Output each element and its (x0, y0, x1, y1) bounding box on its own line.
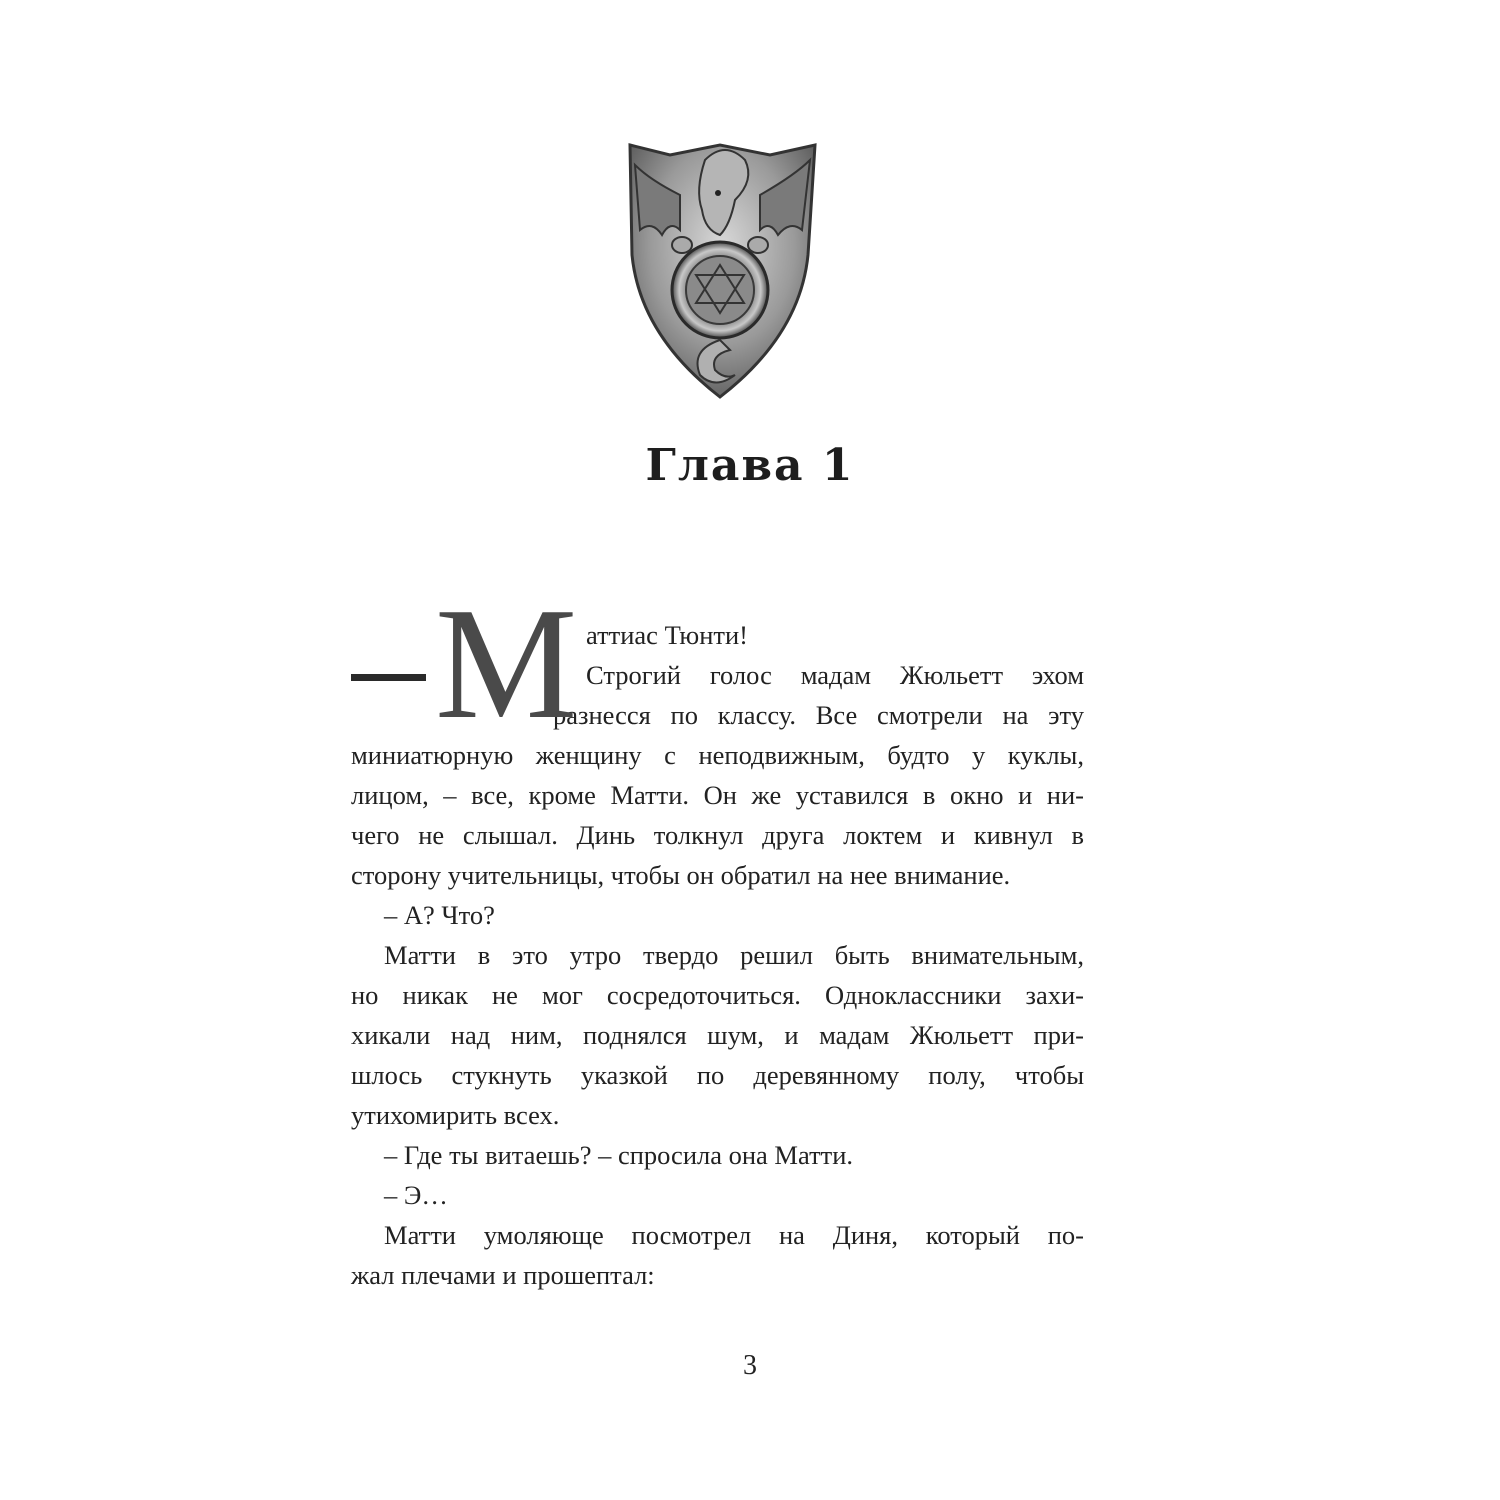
text-line: разнесся по классу. Все смотрели на эту (553, 700, 1084, 730)
text-line: – А? Что? (384, 900, 495, 930)
text-line: чего не слышал. Динь толкнул друга локтем и кивнул в (351, 820, 1084, 850)
text-line: Матти в это утро твердо решил быть внимательным, (384, 940, 1084, 970)
text-line: аттиас Тюнти! (586, 620, 749, 650)
text-line: Матти умоляюще посмотрел на Диня, который по- (384, 1220, 1084, 1250)
text-line: миниатюрную женщину с неподвижным, будто у куклы, (351, 740, 1084, 770)
text-line: сторону учительницы, чтобы он обратил на нее внимание. (351, 860, 1011, 890)
chapter-title: Глава 1 (645, 440, 855, 491)
body-text (351, 574, 1084, 1295)
drop-cap-letter: М (435, 574, 578, 752)
text-line: – Э… (384, 1180, 448, 1210)
dragon-shield-icon (610, 135, 830, 405)
text-line: хикали над ним, поднялся шум, и мадам Жюльетт при- (351, 1020, 1084, 1050)
text-line: но никак не мог сосредоточиться. Одноклассники захи- (351, 980, 1084, 1010)
text-line: – Где ты витаешь? – спросила она Матти. (384, 1140, 854, 1170)
text-line: лицом, – все, кроме Матти. Он же уставился в окно и ни- (351, 780, 1084, 810)
page-number: 3 (743, 1350, 757, 1381)
text-line: шлось стукнуть указкой по деревянному полу, чтобы (351, 1060, 1084, 1090)
text-line: жал плечами и прошептал: (351, 1260, 655, 1290)
drop-cap-dash (351, 674, 426, 681)
text-line: утихомирить всех. (351, 1100, 560, 1130)
text-line: Строгий голос мадам Жюльетт эхом (586, 660, 1084, 690)
